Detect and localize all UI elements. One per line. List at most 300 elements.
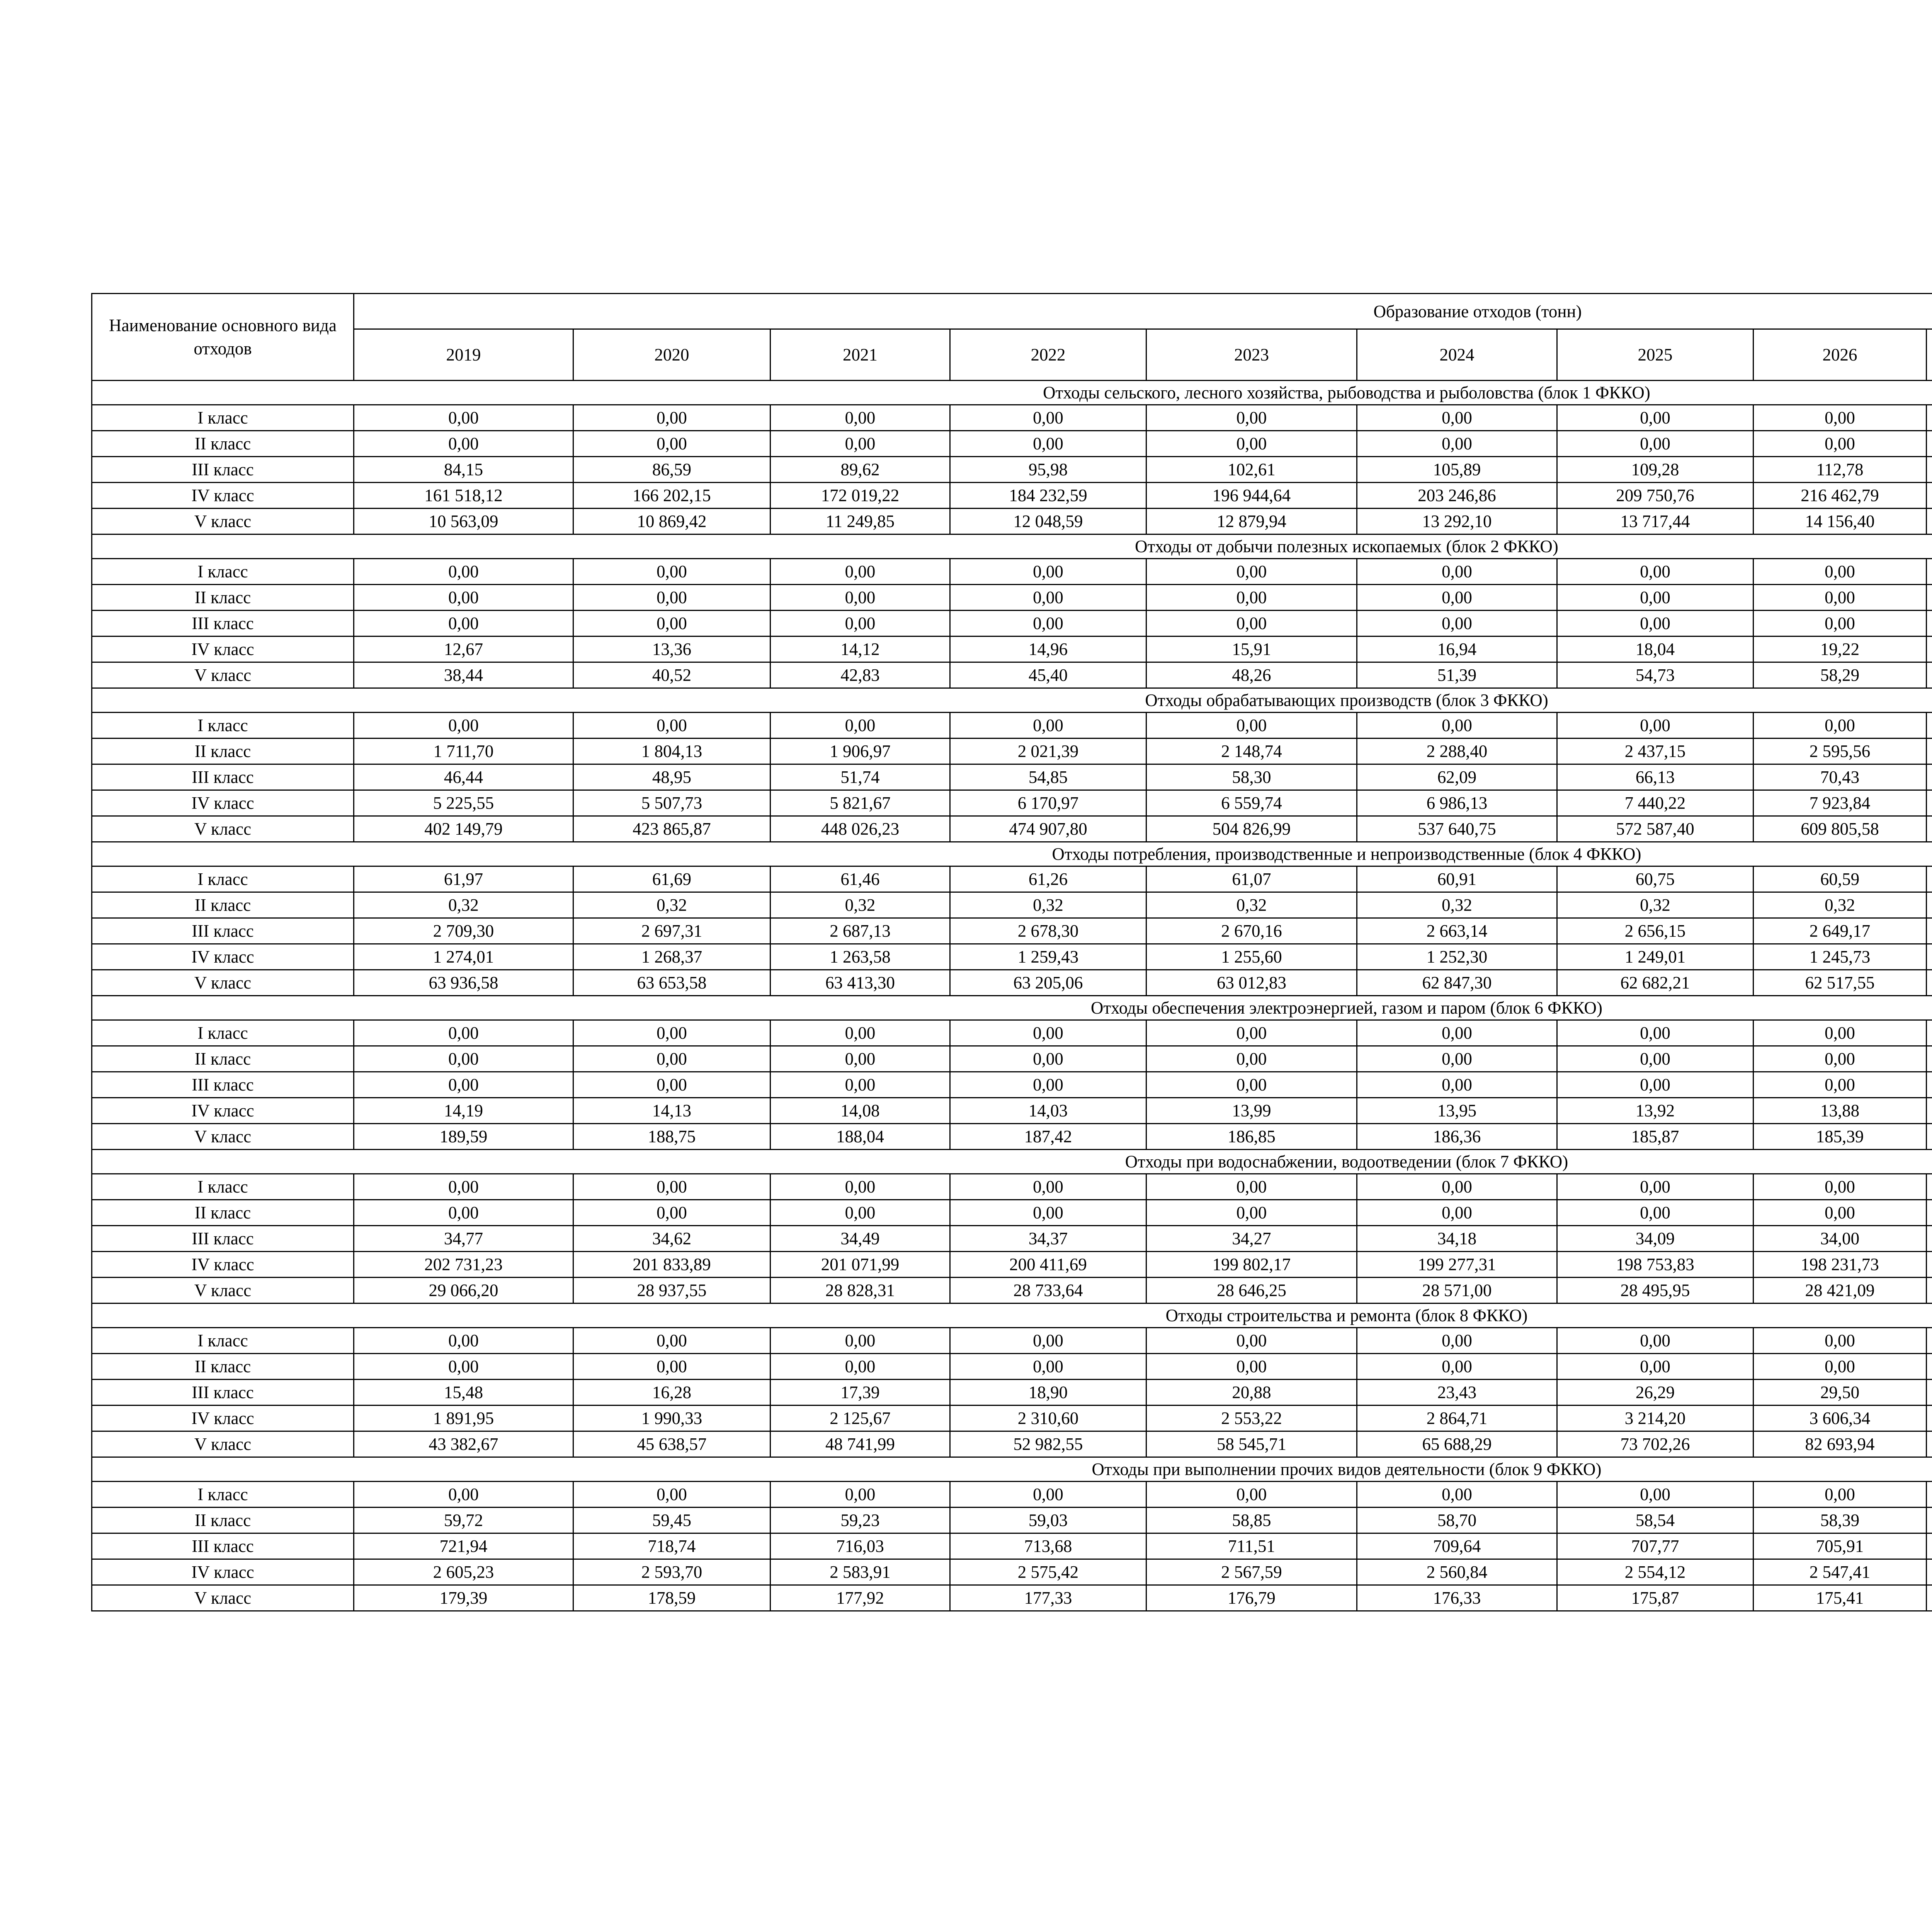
value-cell [1927,457,1932,483]
value-cell: 2 437,15 [1557,738,1753,764]
value-cell: 0,00 [1146,1482,1357,1508]
value-cell: 0,00 [1753,1328,1927,1354]
value-cell: 0,00 [573,1354,770,1380]
value-cell: 0,00 [1557,1072,1753,1098]
value-cell: 52 982,55 [950,1431,1146,1457]
value-cell: 0,00 [1753,405,1927,431]
table-row [92,1278,1932,1303]
hazard-class-label: V класс [92,970,354,996]
hazard-class-label: II класс [92,1354,354,1380]
value-cell [1927,1533,1932,1559]
value-cell: 18,04 [1557,636,1753,662]
value-cell: 5 821,67 [770,790,950,816]
table-row [92,1380,1932,1406]
value-cell: 0,00 [1357,1328,1557,1354]
value-cell: 58,70 [1357,1508,1557,1533]
value-cell: 13,99 [1146,1098,1357,1124]
value-cell: 2 697,31 [573,918,770,944]
value-cell: 5 225,55 [354,790,573,816]
value-cell: 95,98 [950,457,1146,483]
value-cell: 59,03 [950,1508,1146,1533]
value-cell: 14,12 [770,636,950,662]
value-cell: 0,00 [1146,1200,1357,1226]
table-row [92,918,1932,944]
value-cell [1927,1482,1932,1508]
value-cell: 0,00 [1357,1046,1557,1072]
waste-forecast-table [91,293,1932,1611]
value-cell: 61,69 [573,866,770,892]
table-row [92,1406,1932,1431]
table-row [92,970,1932,996]
value-cell [1927,1252,1932,1278]
value-cell: 48,26 [1146,662,1357,688]
value-cell: 45 638,57 [573,1431,770,1457]
value-cell: 0,00 [950,1020,1146,1046]
value-cell: 0,00 [770,611,950,636]
value-cell: 59,72 [354,1508,573,1533]
table-row [92,816,1932,842]
value-cell: 0,00 [354,611,573,636]
value-cell: 1 249,01 [1557,944,1753,970]
value-cell: 58,54 [1557,1508,1753,1533]
value-cell [1927,636,1932,662]
value-cell: 70,43 [1753,764,1927,790]
value-cell: 13 292,10 [1357,509,1557,534]
value-cell: 12,67 [354,636,573,662]
value-cell: 1 252,30 [1357,944,1557,970]
table-row [92,764,1932,790]
hazard-class-label: II класс [92,1046,354,1072]
hazard-class-label: V класс [92,1124,354,1150]
hazard-class-label: I класс [92,1020,354,1046]
value-cell: 0,00 [1357,559,1557,585]
value-cell: 2 553,22 [1146,1406,1357,1431]
value-cell [1927,1020,1932,1046]
value-cell: 63 936,58 [354,970,573,996]
value-cell: 0,00 [950,559,1146,585]
value-cell: 58,39 [1753,1508,1927,1533]
value-cell: 0,00 [1753,559,1927,585]
value-cell: 86,59 [573,457,770,483]
value-cell: 198 753,83 [1557,1252,1753,1278]
year-header: 2024 [1357,329,1557,381]
value-cell: 34,00 [1753,1226,1927,1252]
value-cell: 63 413,30 [770,970,950,996]
value-cell: 28 937,55 [573,1278,770,1303]
block-title: Отходы от добычи полезных ископаемых (блок 2 ФККО) [92,534,1932,559]
value-cell: 58,85 [1146,1508,1357,1533]
value-cell: 2 583,91 [770,1559,950,1585]
value-cell: 2 554,12 [1557,1559,1753,1585]
value-cell: 0,00 [573,405,770,431]
table-row [92,1482,1932,1508]
value-cell: 186,36 [1357,1124,1557,1150]
value-cell [1927,1124,1932,1150]
value-cell: 13,92 [1557,1098,1753,1124]
value-cell [1927,892,1932,918]
table-row [92,944,1932,970]
value-cell: 28 421,09 [1753,1278,1927,1303]
hazard-class-label: I класс [92,1328,354,1354]
hazard-class-label: V класс [92,1431,354,1457]
value-cell: 2 605,23 [354,1559,573,1585]
value-cell: 62 517,55 [1753,970,1927,996]
value-cell: 14,03 [950,1098,1146,1124]
value-cell: 196 944,64 [1146,483,1357,509]
table-row [92,1174,1932,1200]
value-cell: 1 255,60 [1146,944,1357,970]
value-cell: 0,00 [354,585,573,611]
value-cell: 109,28 [1557,457,1753,483]
value-cell: 62 847,30 [1357,970,1557,996]
value-cell: 504 826,99 [1146,816,1357,842]
table-row [92,1046,1932,1072]
hazard-class-label: I класс [92,866,354,892]
value-cell: 0,00 [1146,1020,1357,1046]
value-cell [1927,662,1932,688]
value-cell: 187,42 [950,1124,1146,1150]
value-cell: 0,00 [354,405,573,431]
value-cell [1927,1406,1932,1431]
value-cell: 14,08 [770,1098,950,1124]
value-cell: 29,50 [1753,1380,1927,1406]
block-title: Отходы строительства и ремонта (блок 8 ФККО) [92,1303,1932,1328]
value-cell [1927,944,1932,970]
hazard-class-label: IV класс [92,636,354,662]
value-cell: 2 125,67 [770,1406,950,1431]
year-header [1927,329,1932,381]
value-cell: 2 595,56 [1753,738,1927,764]
value-cell: 0,00 [950,431,1146,457]
value-cell: 1 263,58 [770,944,950,970]
value-cell: 0,00 [770,405,950,431]
value-cell: 18,90 [950,1380,1146,1406]
value-cell: 189,59 [354,1124,573,1150]
value-cell [1927,1354,1932,1380]
value-cell: 0,32 [770,892,950,918]
value-cell: 34,77 [354,1226,573,1252]
table-row [92,1354,1932,1380]
hazard-class-label: IV класс [92,790,354,816]
value-cell [1927,1098,1932,1124]
hazard-class-label: IV класс [92,1098,354,1124]
value-cell: 28 646,25 [1146,1278,1357,1303]
value-cell: 0,32 [950,892,1146,918]
name-column-header: Наименование основного вида отходов [92,294,354,381]
value-cell: 0,00 [950,713,1146,738]
value-cell [1927,1508,1932,1533]
value-cell: 184 232,59 [950,483,1146,509]
block-title: Отходы при водоснабжении, водоотведении (блок 7 ФККО) [92,1150,1932,1174]
value-cell: 0,00 [354,1072,573,1098]
value-cell: 0,00 [950,1354,1146,1380]
value-cell: 61,26 [950,866,1146,892]
value-cell [1927,1328,1932,1354]
table-row [92,1226,1932,1252]
value-cell: 1 245,73 [1753,944,1927,970]
value-cell [1927,1046,1932,1072]
table-row [92,1098,1932,1124]
value-cell: 66,13 [1557,764,1753,790]
value-cell: 105,89 [1357,457,1557,483]
value-cell: 0,00 [770,1020,950,1046]
value-cell: 13,88 [1753,1098,1927,1124]
value-cell: 7 440,22 [1557,790,1753,816]
value-cell: 0,00 [1357,1200,1557,1226]
table-row [92,1200,1932,1226]
value-cell: 0,00 [1146,1354,1357,1380]
value-cell: 0,00 [1357,431,1557,457]
value-cell: 14,19 [354,1098,573,1124]
value-cell: 1 804,13 [573,738,770,764]
hazard-class-label: III класс [92,611,354,636]
value-cell: 59,23 [770,1508,950,1533]
value-cell: 0,00 [1146,585,1357,611]
value-cell: 0,00 [1753,611,1927,636]
value-cell [1927,866,1932,892]
table-row [92,662,1932,688]
table-row [92,1124,1932,1150]
value-cell: 58,30 [1146,764,1357,790]
value-cell: 200 411,69 [950,1252,1146,1278]
value-cell: 0,00 [1753,1482,1927,1508]
value-cell: 188,04 [770,1124,950,1150]
value-cell: 1 906,97 [770,738,950,764]
value-cell: 0,00 [1357,585,1557,611]
value-cell: 166 202,15 [573,483,770,509]
value-cell: 0,00 [1146,1072,1357,1098]
value-cell: 34,49 [770,1226,950,1252]
value-cell: 0,00 [950,611,1146,636]
value-cell [1927,1072,1932,1098]
value-cell: 48 741,99 [770,1431,950,1457]
block-title-row [92,381,1932,405]
block-title-row [92,1457,1932,1482]
value-cell: 46,44 [354,764,573,790]
value-cell: 0,00 [1557,1482,1753,1508]
value-cell: 0,00 [770,585,950,611]
block-title-row [92,534,1932,559]
value-cell: 0,00 [1146,611,1357,636]
hazard-class-label: III класс [92,1072,354,1098]
hazard-class-label: IV класс [92,1406,354,1431]
value-cell: 178,59 [573,1585,770,1611]
value-cell: 62,09 [1357,764,1557,790]
value-cell: 13,36 [573,636,770,662]
value-cell: 0,00 [1357,405,1557,431]
value-cell: 0,00 [1146,405,1357,431]
value-cell: 2 148,74 [1146,738,1357,764]
block-title-row [92,1150,1932,1174]
value-cell [1927,509,1932,534]
table-row [92,1559,1932,1585]
value-cell: 0,00 [1557,1046,1753,1072]
table-row [92,790,1932,816]
value-cell: 10 869,42 [573,509,770,534]
value-cell: 17,39 [770,1380,950,1406]
value-cell: 19,22 [1753,636,1927,662]
table-row [92,431,1932,457]
value-cell: 0,00 [1357,1072,1557,1098]
value-cell: 0,00 [1753,1020,1927,1046]
block-title: Отходы сельского, лесного хозяйства, рыбоводства и рыболовства (блок 1 ФККО) [92,381,1932,405]
value-cell: 59,45 [573,1508,770,1533]
table-row [92,1328,1932,1354]
value-cell: 60,91 [1357,866,1557,892]
year-header: 2022 [950,329,1146,381]
value-cell: 716,03 [770,1533,950,1559]
value-cell: 177,92 [770,1585,950,1611]
value-cell: 0,00 [573,559,770,585]
table-row [92,738,1932,764]
value-cell: 12 879,94 [1146,509,1357,534]
value-cell [1927,1200,1932,1226]
table-row [92,892,1932,918]
value-cell: 2 021,39 [950,738,1146,764]
value-cell: 11 249,85 [770,509,950,534]
value-cell: 112,78 [1753,457,1927,483]
value-cell: 6 170,97 [950,790,1146,816]
value-cell: 63 205,06 [950,970,1146,996]
value-cell: 0,00 [1357,713,1557,738]
hazard-class-label: III класс [92,1380,354,1406]
value-cell: 2 663,14 [1357,918,1557,944]
hazard-class-label: V класс [92,1585,354,1611]
value-cell: 1 711,70 [354,738,573,764]
value-cell: 13 717,44 [1557,509,1753,534]
value-cell: 0,00 [1557,1328,1753,1354]
value-cell: 705,91 [1753,1533,1927,1559]
value-cell: 63 653,58 [573,970,770,996]
value-cell: 0,00 [1146,431,1357,457]
value-cell: 54,73 [1557,662,1753,688]
value-cell: 0,00 [950,1072,1146,1098]
value-cell: 175,41 [1753,1585,1927,1611]
table-row [92,1508,1932,1533]
value-cell: 10 563,09 [354,509,573,534]
value-cell: 1 990,33 [573,1406,770,1431]
value-cell: 65 688,29 [1357,1431,1557,1457]
hazard-class-label: II класс [92,431,354,457]
value-cell [1927,1278,1932,1303]
value-cell: 609 805,58 [1753,816,1927,842]
value-cell: 0,00 [573,713,770,738]
value-cell: 0,00 [1146,713,1357,738]
value-cell: 3 214,20 [1557,1406,1753,1431]
value-cell [1927,738,1932,764]
value-cell: 45,40 [950,662,1146,688]
value-cell: 2 547,41 [1753,1559,1927,1585]
value-cell: 2 593,70 [573,1559,770,1585]
hazard-class-label: IV класс [92,944,354,970]
value-cell: 1 259,43 [950,944,1146,970]
value-cell: 23,43 [1357,1380,1557,1406]
value-cell: 448 026,23 [770,816,950,842]
table-row [92,866,1932,892]
value-cell: 161 518,12 [354,483,573,509]
value-cell [1927,1380,1932,1406]
value-cell: 0,32 [1357,892,1557,918]
value-cell: 1 274,01 [354,944,573,970]
value-cell: 0,00 [573,1046,770,1072]
value-cell: 0,32 [573,892,770,918]
value-cell: 0,00 [770,1046,950,1072]
value-cell: 58 545,71 [1146,1431,1357,1457]
value-cell: 15,48 [354,1380,573,1406]
value-cell: 2 649,17 [1753,918,1927,944]
value-cell: 2 656,15 [1557,918,1753,944]
block-title-row [92,842,1932,866]
value-cell: 0,00 [1357,1354,1557,1380]
value-cell: 0,00 [1557,559,1753,585]
block-title-row [92,1303,1932,1328]
value-cell: 34,09 [1557,1226,1753,1252]
value-cell: 0,00 [1357,1174,1557,1200]
value-cell: 0,00 [770,713,950,738]
hazard-class-label: I класс [92,559,354,585]
table-row [92,636,1932,662]
block-title-row [92,688,1932,713]
value-cell: 0,00 [1146,559,1357,585]
value-cell: 0,00 [573,585,770,611]
block-title: Отходы потребления, производственные и непроизводственные (блок 4 ФККО) [92,842,1932,866]
value-cell: 0,00 [354,1200,573,1226]
value-cell: 89,62 [770,457,950,483]
value-cell: 13,95 [1357,1098,1557,1124]
hazard-class-label: III класс [92,764,354,790]
value-cell: 15,91 [1146,636,1357,662]
value-cell: 61,46 [770,866,950,892]
year-header-row [92,329,1932,381]
table-row [92,457,1932,483]
value-cell: 48,95 [573,764,770,790]
value-cell: 0,00 [573,1328,770,1354]
value-cell: 63 012,83 [1146,970,1357,996]
value-cell: 0,00 [1146,1046,1357,1072]
value-cell: 0,00 [1557,431,1753,457]
value-cell: 186,85 [1146,1124,1357,1150]
value-cell: 51,74 [770,764,950,790]
table-row [92,1020,1932,1046]
value-cell: 201 833,89 [573,1252,770,1278]
value-cell: 0,00 [950,585,1146,611]
hazard-class-label: I класс [92,1174,354,1200]
value-cell: 12 048,59 [950,509,1146,534]
year-header: 2023 [1146,329,1357,381]
value-cell: 26,29 [1557,1380,1753,1406]
hazard-class-label: I класс [92,1482,354,1508]
value-cell: 0,00 [770,1482,950,1508]
value-cell: 2 864,71 [1357,1406,1557,1431]
hazard-class-label: II класс [92,892,354,918]
hazard-class-label: V класс [92,509,354,534]
table-row [92,405,1932,431]
value-cell: 709,64 [1357,1533,1557,1559]
value-cell: 0,00 [573,1482,770,1508]
value-cell: 0,00 [573,1072,770,1098]
value-cell: 713,68 [950,1533,1146,1559]
value-cell: 721,94 [354,1533,573,1559]
block-title: Отходы обрабатывающих производств (блок 3 ФККО) [92,688,1932,713]
value-cell [1927,1585,1932,1611]
value-cell [1927,431,1932,457]
value-cell [1927,816,1932,842]
value-cell: 54,85 [950,764,1146,790]
value-cell: 0,00 [1753,1072,1927,1098]
value-cell: 177,33 [950,1585,1146,1611]
value-cell: 185,39 [1753,1124,1927,1150]
value-cell: 0,00 [950,1482,1146,1508]
